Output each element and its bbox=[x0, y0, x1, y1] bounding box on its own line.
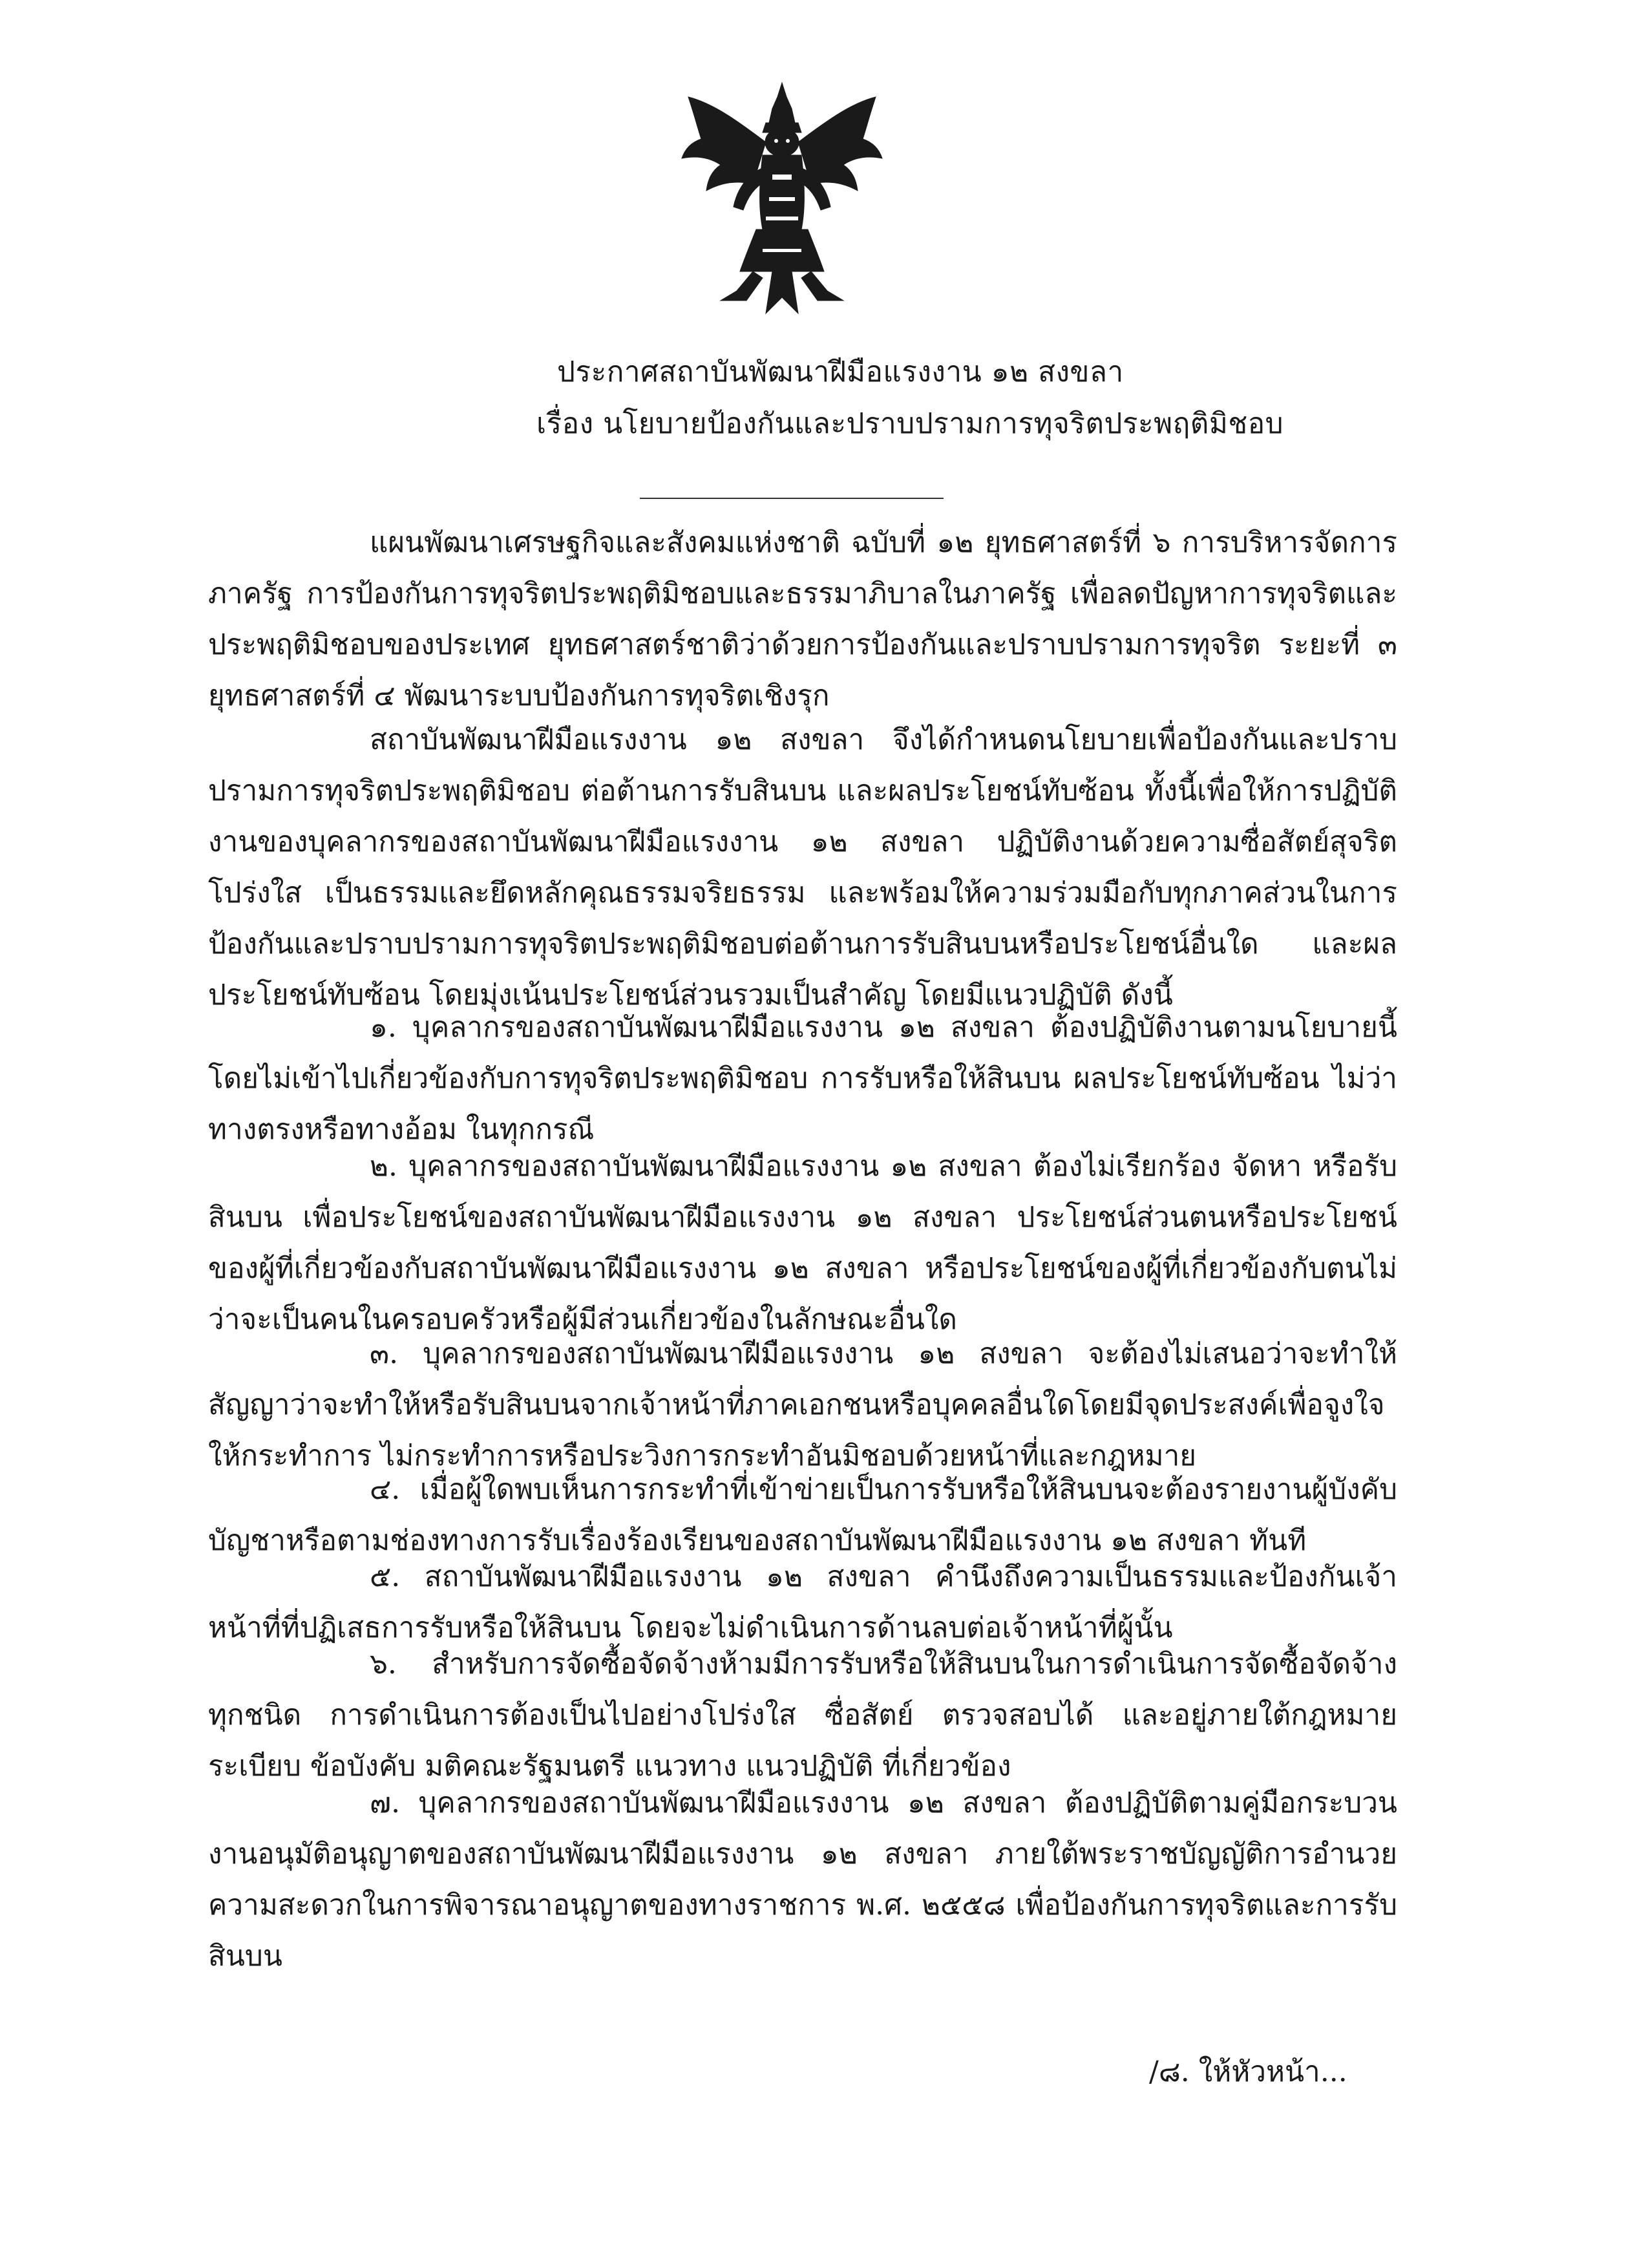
policy-item-5: ๕. สถาบันพัฒนาฝีมือแรงงาน ๑๒ สงขลา คำนึงถึงความเป็นธรรมและป้องกันเจ้าหน้าที่ที่ปฏิเสธการรับหรือให้สินบน โดยจะไม่ดำเนินการด้านลบต่อเจ้าหน้าที่ผู้นั้น bbox=[208, 1560, 1397, 1644]
policy-item-7: ๗. บุคลากรของสถาบันพัฒนาฝีมือแรงงาน ๑๒ สงขลา ต้องปฏิบัติตามคู่มือกระบวนงานอนุมัติอนุญาตของสถาบันพัฒนาฝีมือแรงงาน ๑๒ สงขลา ภายใต้พระราชบัญญัติการอำนวยความสะดวกในการพิจารณาอนุญาตของทางราชการ พ.ศ. ๒๕๕๘ เพื่อป้องกันการทุจริตและการรับสินบน bbox=[208, 1786, 1397, 1973]
title-divider bbox=[640, 498, 944, 499]
policy-item-4: ๔. เมื่อผู้ใดพบเห็นการกระทำที่เข้าข่ายเป็นการรับหรือให้สินบนจะต้องรายงานผู้บังคับบัญชาหรือตามช่องทางการรับเรื่องร้องเรียนของสถาบันพัฒนาฝีมือแรงงาน ๑๒ สงขลา ทันที bbox=[208, 1473, 1397, 1557]
policy-item-3: ๓. บุคลากรของสถาบันพัฒนาฝีมือแรงงาน ๑๒ สงขลา จะต้องไม่เสนอว่าจะทำให้ สัญญาว่าจะทำให้หรือรับสินบนจากเจ้าหน้าที่ภาคเอกชนหรือบุคคลอื่นใดโดยมีจุดประสงค์เพื่อจูงใจให้กระทำการ ไม่กระทำการหรือประวิงการกระทำอันมิชอบด้วยหน้าที่และกฎหมาย bbox=[208, 1337, 1397, 1472]
announcement-subject-text: เรื่อง นโยบายป้องกันและปราบปรามการทุจริตประพฤติมิชอบ bbox=[536, 407, 1284, 440]
paragraph-intro: แผนพัฒนาเศรษฐกิจและสังคมแห่งชาติ ฉบับที่ ๑๒ ยุทธศาสตร์ที่ ๖ การบริหารจัดการภาครัฐ การป้องกันการทุจริตประพฤติมิชอบและธรรมาภิบาลในภาครัฐ เพื่อลดปัญหาการทุจริตและประพฤติมิชอบของประเทศ ยุทธศาสตร์ชาติว่าด้วยการป้องกันและปราบปรามการทุจริต ระยะที่ ๓ ยุทธศาสตร์ที่ ๔ พัฒนาระบบป้องกันการทุจริตเชิงรุก bbox=[208, 526, 1397, 712]
garuda-emblem-icon bbox=[675, 78, 889, 317]
policy-item-2: ๒. บุคลากรของสถาบันพัฒนาฝีมือแรงงาน ๑๒ สงขลา ต้องไม่เรียกร้อง จัดหา หรือรับสินบน เพื่อประโยชน์ของสถาบันพัฒนาฝีมือแรงงาน ๑๒ สงขลา ประโยชน์ส่วนตนหรือประโยชน์ของผู้ที่เกี่ยวข้องกับสถาบันพัฒนาฝีมือแรงงาน ๑๒ สงขลา หรือประโยชน์ของผู้ที่เกี่ยวข้องกับตนไม่ว่าจะเป็นคนในครอบครัวหรือผู้มีส่วนเกี่ยวข้องในลักษณะอื่นใด bbox=[208, 1150, 1397, 1336]
paragraph-policy: สถาบันพัฒนาฝีมือแรงงาน ๑๒ สงขลา จึงได้กำหนดนโยบายเพื่อป้องกันและปราบปรามการทุจริตประพฤติมิชอบ ต่อต้านการรับสินบน และผลประโยชน์ทับซ้อน ทั้งนี้เพื่อให้การปฏิบัติงานของบุคลากรของสถาบันพัฒนาฝีมือแรงงาน ๑๒ สงขลา ปฏิบัติงานด้วยความซื่อสัตย์สุจริต โปร่งใส เป็นธรรมและยึดหลักคุณธรรมจริยธรรม และพร้อมให้ความร่วมมือกับทุกภาคส่วนในการป้องกันและปราบปรามการทุจริตประพฤติมิชอบต่อต้านการรับสินบนหรือประโยชน์อื่นใด และผลประโยชน์ทับซ้อน โดยมุ่งเน้นประโยชน์ส่วนรวมเป็นสำคัญ โดยมีแนวปฏิบัติ ดังนี้ bbox=[208, 723, 1397, 1012]
page-continuation-marker: /๘. ให้หัวหน้า... bbox=[1149, 2055, 1347, 2088]
policy-item-6: ๖. สำหรับการจัดซื้อจัดจ้างห้ามมีการรับหรือให้สินบนในการดำเนินการจัดซื้อจัดจ้างทุกชนิด การดำเนินการต้องเป็นไปอย่างโปร่งใส ซื่อสัตย์ ตรวจสอบได้ และอยู่ภายใต้กฎหมาย ระเบียบ ข้อบังคับ มติคณะรัฐมนตรี แนวทาง แนวปฏิบัติ ที่เกี่ยวข้อง bbox=[208, 1648, 1397, 1783]
announcement-title-text: ประกาศสถาบันพัฒนาฝีมือแรงงาน ๑๒ สงขลา bbox=[557, 355, 1124, 388]
policy-item-1: ๑. บุคลากรของสถาบันพัฒนาฝีมือแรงงาน ๑๒ สงขลา ต้องปฏิบัติงานตามนโยบายนี้โดยไม่เข้าไปเกี่ยวข้องกับการทุจริตประพฤติมิชอบ การรับหรือให้สินบน ผลประโยชน์ทับซ้อน ไม่ว่าทางตรงหรือทางอ้อม ในทุกกรณี bbox=[208, 1011, 1397, 1146]
